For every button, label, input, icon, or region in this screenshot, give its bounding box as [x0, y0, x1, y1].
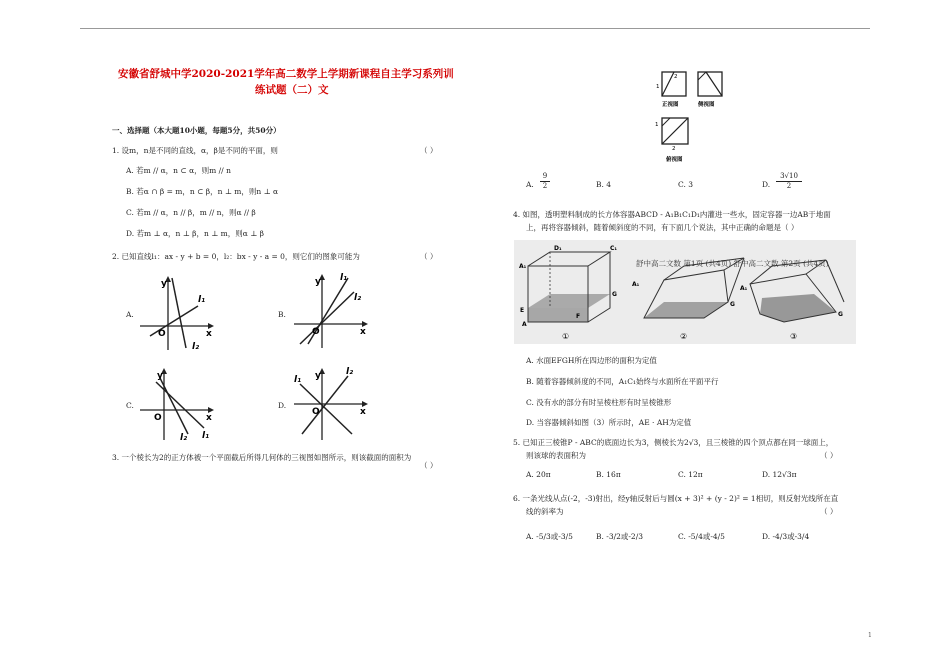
front-view-dim-top: 2	[674, 74, 678, 80]
page-watermark: 舒中高二文数 第1页 (共4页) 舒中高二文数 第2页 (共4页)	[636, 259, 829, 268]
front-view-label: 正视图	[662, 102, 679, 108]
doc-title-line1: 安徽省舒城中学2020-2021学年高二数学上学期新课程自主学习系列训	[118, 68, 454, 80]
top-view-edge	[662, 118, 670, 126]
q6-option-c: C. -5/4或-4/5	[678, 532, 725, 541]
fig1-vertex-c1: C₁	[610, 245, 618, 252]
y-label: y	[161, 279, 167, 289]
fig1-vertex-e: E	[520, 307, 525, 314]
side-view-diagonal	[706, 72, 722, 96]
y-label: y	[157, 371, 163, 381]
l2-label: l₂	[346, 367, 354, 377]
front-view-dim-left: 1	[656, 84, 660, 90]
q2-label-a: A.	[126, 310, 134, 319]
q3-a-denominator: 2	[540, 181, 550, 191]
fig1-label: ①	[562, 332, 570, 341]
line-l1	[156, 382, 204, 428]
fig1-vertex-d1: D₁	[554, 245, 562, 252]
line-l2	[302, 376, 348, 434]
fig2-vertex-a1: A₁	[632, 281, 640, 288]
top-view-label: 俯视图	[666, 157, 683, 163]
l2-label: l₂	[354, 293, 362, 303]
q5-option-c: C. 12π	[678, 470, 703, 479]
fig1-vertex-a: A	[522, 321, 527, 328]
y-label: y	[315, 371, 321, 381]
x-label: x	[206, 413, 212, 423]
three-view-drawing	[650, 66, 730, 164]
q5-stem-line2: 则该球的表面积为	[526, 451, 586, 460]
q3-option-d-letter: D.	[762, 180, 771, 189]
q5-option-b: B. 16π	[596, 470, 621, 479]
q5-stem-line1: 5. 已知正三棱锥P - ABC的底面边长为3，侧棱长为2√3，且三棱锥的四个顶点都在同一球面上，	[513, 438, 834, 447]
fig1-water-top	[528, 294, 610, 308]
line-l2	[300, 292, 354, 344]
l1-label: l₁	[340, 273, 348, 283]
front-view-diagonal	[662, 72, 674, 96]
section-heading: 一、选择题（本大题10小题，每题5分，共50分）	[112, 126, 281, 135]
origin-label: O	[312, 327, 320, 337]
q6-bracket: （ ）	[820, 507, 838, 516]
top-view-dim-bottom: 2	[672, 146, 676, 152]
q1-option-a: A. 若m // α，n ⊂ α，则m // n	[126, 166, 231, 175]
side-view-label: 侧视图	[698, 102, 715, 108]
q3-d-numerator: 3√10	[780, 172, 798, 180]
q3-option-d-fraction	[776, 172, 802, 191]
y-label: y	[315, 277, 321, 287]
q3-stem: 3. 一个棱长为2的正方体被一个平面截后所得几何体的三视图如图所示，则该截面的面积为	[112, 453, 412, 462]
fig1-top-face	[528, 252, 610, 266]
top-view-dim-left: 1	[655, 122, 659, 128]
q5-option-a: A. 20π	[526, 470, 551, 479]
q1-stem: 1. 设m，n是不同的直线，α，β是不同的平面，则	[112, 146, 278, 155]
q4-option-c: C. 没有水的部分有时呈棱柱形有时呈棱锥形	[526, 398, 672, 407]
side-view-square	[698, 72, 722, 96]
q2-label-b: B.	[278, 310, 286, 319]
page-number: 1	[868, 632, 872, 639]
q4-option-b: B. 随着容器倾斜度的不同，A₁C₁始终与水面所在平面平行	[526, 377, 719, 386]
fig3-vertex-g: G	[838, 311, 843, 318]
q4-stem-line1: 4. 如图，透明塑料制成的长方体容器ABCD - A₁B₁C₁D₁内灌进一些水，固定容器一边AB于地面	[513, 210, 831, 219]
fig1-right-edges	[588, 252, 610, 322]
q5-bracket: （ ）	[820, 451, 838, 460]
l2-label: l₂	[180, 433, 188, 442]
fig1-vertex-a1: A₁	[519, 263, 527, 270]
fig2-label: ②	[680, 332, 688, 341]
fig3-label: ③	[790, 332, 798, 341]
q1-option-c: C. 若m // α，n // β，m // n，则α // β	[126, 208, 256, 217]
origin-label: O	[158, 329, 166, 339]
q6-option-a: A. -5/3或-3/5	[526, 532, 573, 541]
fig1-vertex-g: G	[612, 291, 617, 298]
origin-label: O	[312, 407, 320, 417]
q2-bracket: （ ）	[420, 252, 438, 261]
q1-bracket: （ ）	[420, 146, 438, 155]
l1-label: l₁	[202, 431, 210, 441]
x-label: x	[360, 407, 366, 417]
q3-option-c: C. 3	[678, 180, 694, 189]
fig2-vertex-g: G	[730, 301, 735, 308]
q4-stem-line2: 上，再将容器倾斜，随着倾斜度的不同，有下面几个说法，其中正确的命题是（ ）	[526, 223, 799, 232]
q3-a-numerator: 9	[542, 172, 548, 180]
l1-label: l₁	[198, 295, 206, 305]
q2-graph-b	[290, 270, 370, 350]
fig3-vertex-a1: A₁	[740, 285, 748, 292]
q3-d-denominator: 2	[776, 181, 802, 191]
q4-figures	[514, 240, 856, 344]
q6-stem-line1: 6. 一条光线从点(-2，-3)射出，经y轴反射后与圆(x + 3)² + (y - 2)² = 1相切，则反射光线所在直	[513, 494, 839, 503]
q3-bracket: （ ）	[420, 461, 438, 470]
q1-option-b: B. 若α ∩ β = m，n ⊂ β，n ⊥ m，则n ⊥ α	[126, 187, 279, 196]
q2-label-d: D.	[278, 401, 287, 410]
q3-option-a-fraction	[540, 172, 550, 191]
x-label: x	[360, 327, 366, 337]
q1-option-d: D. 若m ⊥ α，n ⊥ β，n ⊥ m，则α ⊥ β	[126, 229, 264, 238]
origin-label: O	[154, 413, 162, 423]
q6-stem-line2: 线的斜率为	[526, 507, 564, 516]
l2-label: l₂	[192, 342, 200, 352]
q3-option-b: B. 4	[596, 180, 612, 189]
q5-option-d: D. 12√3π	[762, 470, 797, 479]
q2-graph-d	[290, 362, 370, 442]
q6-option-d: D. -4/3或-3/4	[762, 532, 810, 541]
q4-option-d: D. 当容器倾斜如图（3）所示时，AE · AH为定值	[526, 418, 692, 427]
x-label: x	[206, 329, 212, 339]
l1-label: l₁	[294, 375, 302, 385]
doc-title-line2: 练试题（二）文	[255, 84, 329, 96]
q2-graph-c	[136, 362, 216, 442]
side-view-edge	[698, 72, 706, 80]
q2-stem: 2. 已知直线l₁：ax - y + b = 0，l₂：bx - y - a = 0，则它们的图象可能为	[112, 252, 360, 261]
header-rule	[80, 28, 870, 29]
line-l1	[172, 278, 186, 348]
fig1-vertex-f: F	[576, 313, 581, 320]
q6-option-b: B. -3/2或-2/3	[596, 532, 643, 541]
q2-label-c: C.	[126, 401, 134, 410]
q3-option-a-letter: A.	[526, 180, 534, 189]
q2-graph-a	[136, 272, 216, 352]
q4-option-a: A. 水面EFGH所在四边形的面积为定值	[526, 356, 657, 365]
